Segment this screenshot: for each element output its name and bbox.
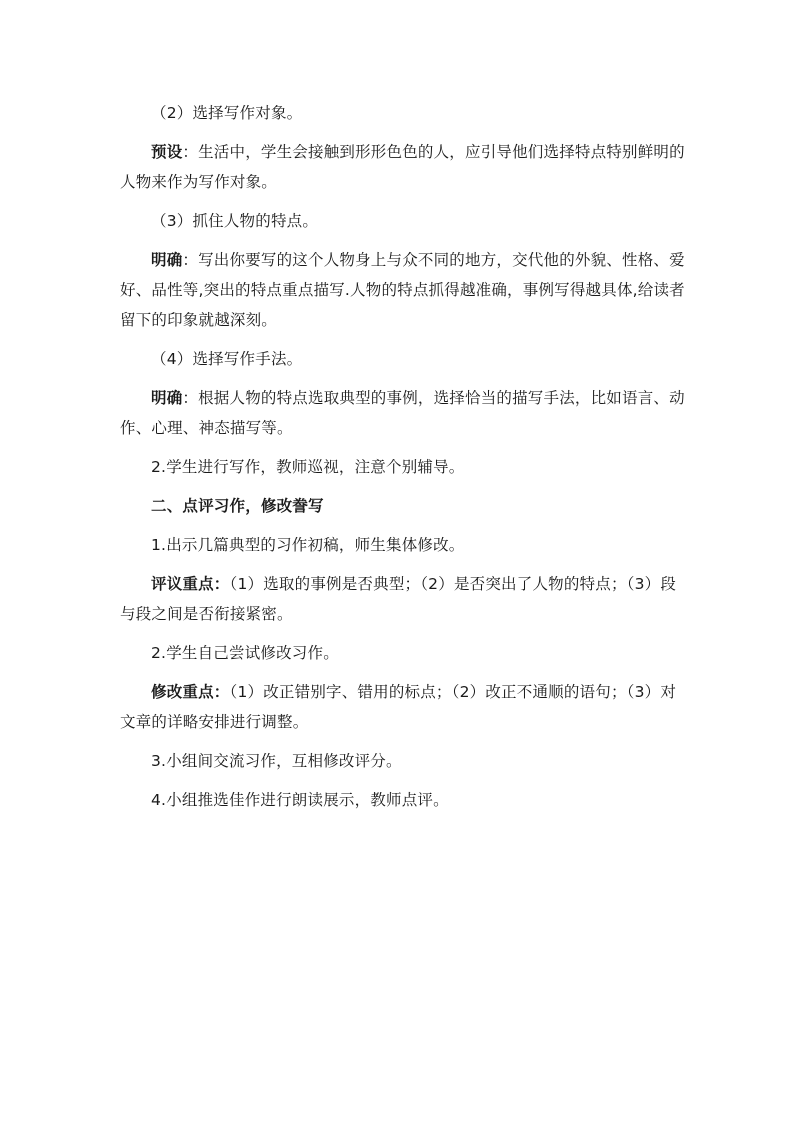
- paragraph-lead: 明确: [151, 251, 183, 269]
- document-body: [120, 98, 685, 824]
- paragraph-clarify-2: [120, 383, 685, 443]
- paragraph-text: 2.学生进行写作，教师巡视，注意个别辅导。: [151, 458, 465, 476]
- paragraph-students-write: [120, 452, 685, 482]
- paragraph-group-showcase: [120, 785, 685, 815]
- paragraph-text: ：生活中，学生会接触到形形色色的人，应引导他们选择特点特别鲜明的人物来作为写作对象。: [120, 143, 685, 191]
- paragraph-text: （4）选择写作手法。: [151, 350, 303, 368]
- paragraph-text: 4.小组推选佳作进行朗读展示，教师点评。: [151, 791, 449, 809]
- paragraph-lead: 评议重点：: [151, 575, 230, 593]
- paragraph-step-2: [120, 98, 685, 128]
- paragraph-text: ：写出你要写的这个人物身上与众不同的地方，交代他的外貌、性格、爱好、品性等,突出的特点重点描写.人物的特点抓得越准确，事例写得越具体,给读者留下的印象就越深刻。: [120, 251, 685, 329]
- paragraph-text: （1）改正错别字、错用的标点；（2）改正不通顺的语句；（3）对文章的详略安排进行调整。: [120, 683, 677, 731]
- paragraph-revision-points: [120, 677, 685, 737]
- paragraph-text: （1）选取的事例是否典型；（2）是否突出了人物的特点；（3）段与段之间是否衔接紧密。: [120, 575, 677, 623]
- paragraph-step-3: [120, 206, 685, 236]
- paragraph-text: （2）选择写作对象。: [151, 104, 303, 122]
- paragraph-show-drafts: [120, 530, 685, 560]
- paragraph-clarify-1: [120, 245, 685, 335]
- paragraph-text: 2.学生自己尝试修改习作。: [151, 644, 339, 662]
- paragraph-lead: 修改重点：: [151, 683, 230, 701]
- paragraph-lead: 明确: [151, 389, 183, 407]
- paragraph-text: （3）抓住人物的特点。: [151, 212, 319, 230]
- paragraph-lead: 预设: [151, 143, 183, 161]
- paragraph-group-exchange: [120, 746, 685, 776]
- paragraph-text: ：根据人物的特点选取典型的事例，选择恰当的描写手法，比如语言、动作、心理、神态描写等。: [120, 389, 685, 437]
- heading-text: 二、点评习作，修改誊写: [151, 497, 324, 515]
- paragraph-text: 3.小组间交流习作，互相修改评分。: [151, 752, 402, 770]
- section-heading: [120, 491, 685, 521]
- paragraph-review-points: [120, 569, 685, 629]
- paragraph-text: 1.出示几篇典型的习作初稿，师生集体修改。: [151, 536, 465, 554]
- paragraph-preset: [120, 137, 685, 197]
- paragraph-step-4: [120, 344, 685, 374]
- paragraph-self-revise: [120, 638, 685, 668]
